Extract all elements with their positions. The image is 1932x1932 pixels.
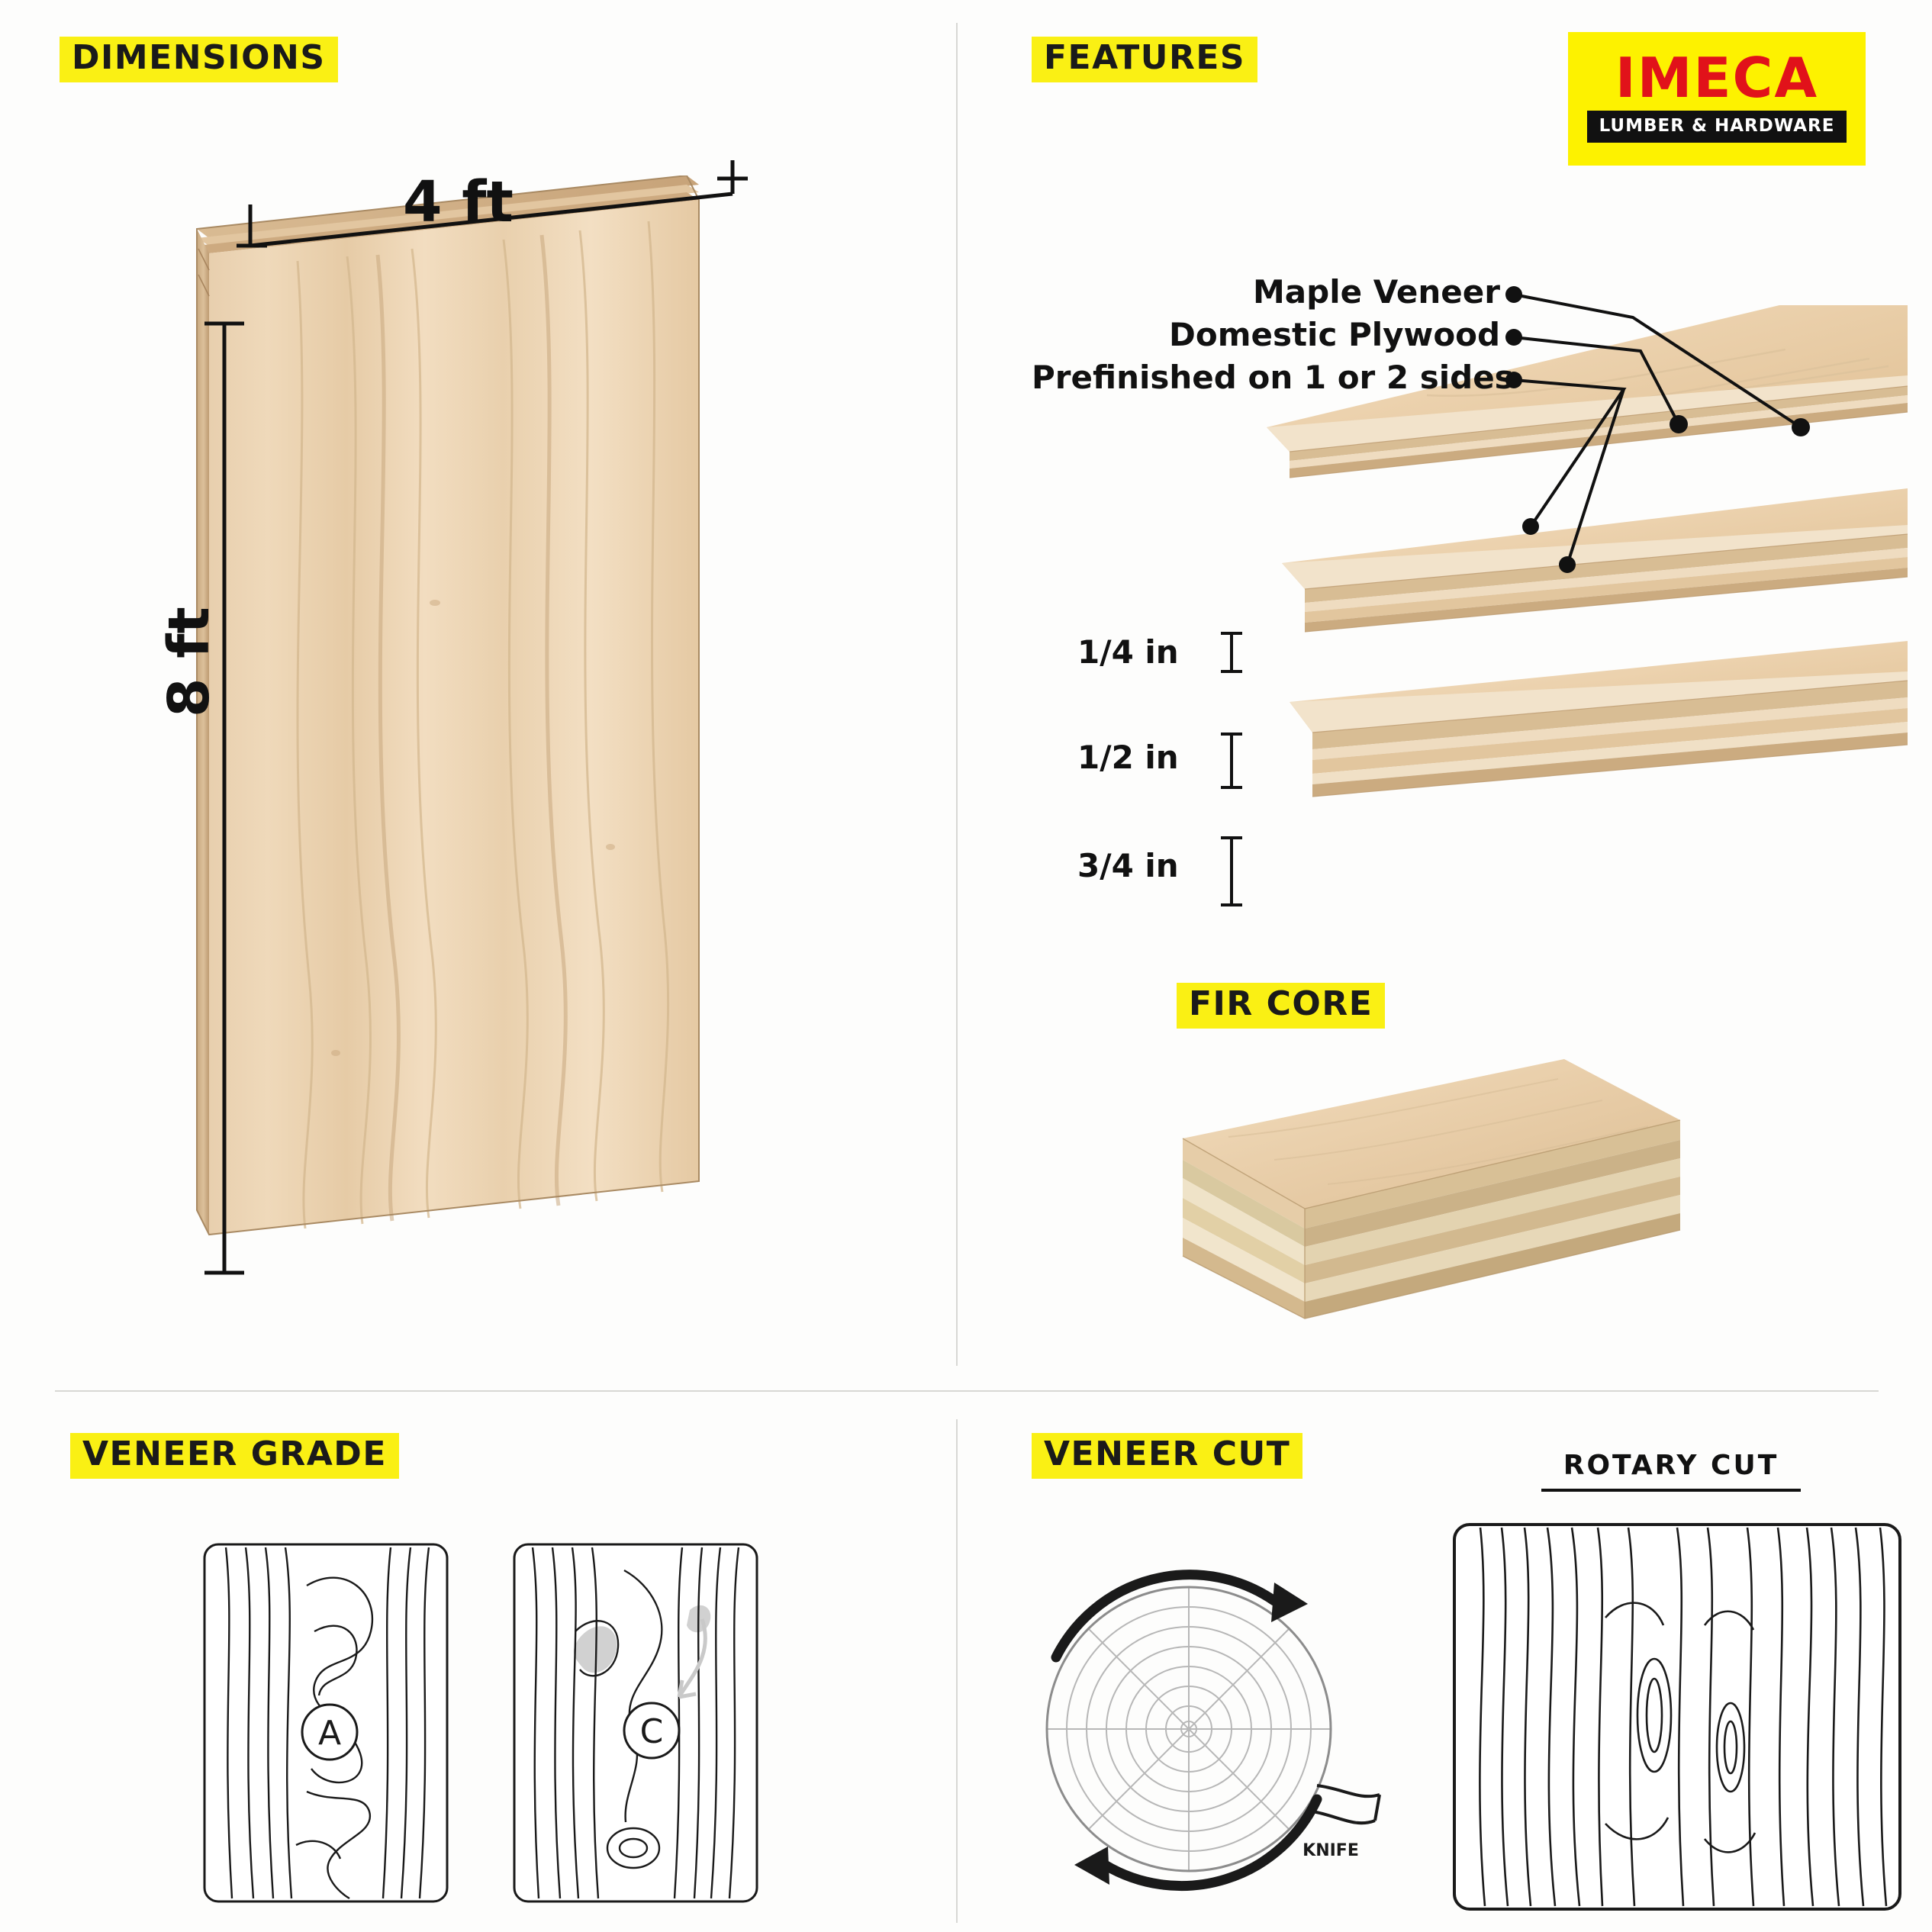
- thickness-label-three-quarter: 3/4 in: [1077, 847, 1179, 884]
- grade-letter-a: A: [317, 1714, 342, 1753]
- brand-logo: [1568, 32, 1866, 166]
- fir-core-sample: [1167, 1047, 1702, 1352]
- callout-maple-veneer: Maple Veneer: [1253, 273, 1500, 311]
- height-label: 8 ft: [156, 607, 222, 717]
- height-dimension-line: [197, 305, 266, 1297]
- thickness-label-half: 1/2 in: [1077, 739, 1179, 776]
- vertical-divider-top: [956, 23, 958, 1366]
- section-title-dimensions: DIMENSIONS: [60, 37, 338, 82]
- rotary-cut-underline: [1541, 1489, 1801, 1492]
- section-title-veneer-cut: VENEER CUT: [1032, 1433, 1302, 1479]
- rotary-cut-title: ROTARY CUT: [1563, 1450, 1779, 1481]
- rotary-cut-log-diagram: [1022, 1557, 1389, 1908]
- veneer-grade-panel-c: [510, 1540, 762, 1906]
- callout-prefinished: Prefinished on 1 or 2 sides: [1032, 359, 1514, 396]
- callout-domestic-plywood: Domestic Plywood: [1169, 316, 1501, 353]
- thickness-tick-three-quarter: [1216, 832, 1247, 916]
- vertical-divider-bottom: [956, 1419, 958, 1923]
- knife-label: KNIFE: [1302, 1841, 1359, 1860]
- rotary-cut-veneer-panel: [1448, 1518, 1906, 1915]
- plywood-sheet-illustration: [183, 175, 763, 1335]
- veneer-grade-panel-a: [200, 1540, 452, 1906]
- rotary-cut-title-wrap: [1450, 1450, 1892, 1492]
- horizontal-divider: [55, 1390, 1879, 1392]
- thickness-tick-half: [1216, 728, 1247, 797]
- thickness-label-quarter: 1/4 in: [1077, 633, 1179, 671]
- brand-tagline: LUMBER & HARDWARE: [1587, 111, 1847, 143]
- fir-core-title: FIR CORE: [1177, 983, 1385, 1029]
- section-title-veneer-grade: VENEER GRADE: [70, 1433, 399, 1479]
- thickness-tick-quarter: [1216, 627, 1247, 681]
- section-title-features: FEATURES: [1032, 37, 1257, 82]
- brand-name: IMECA: [1615, 46, 1819, 111]
- width-label: 4 ft: [403, 169, 514, 235]
- grade-letter-c: C: [639, 1712, 664, 1751]
- features-callout-lines: [1488, 275, 1885, 702]
